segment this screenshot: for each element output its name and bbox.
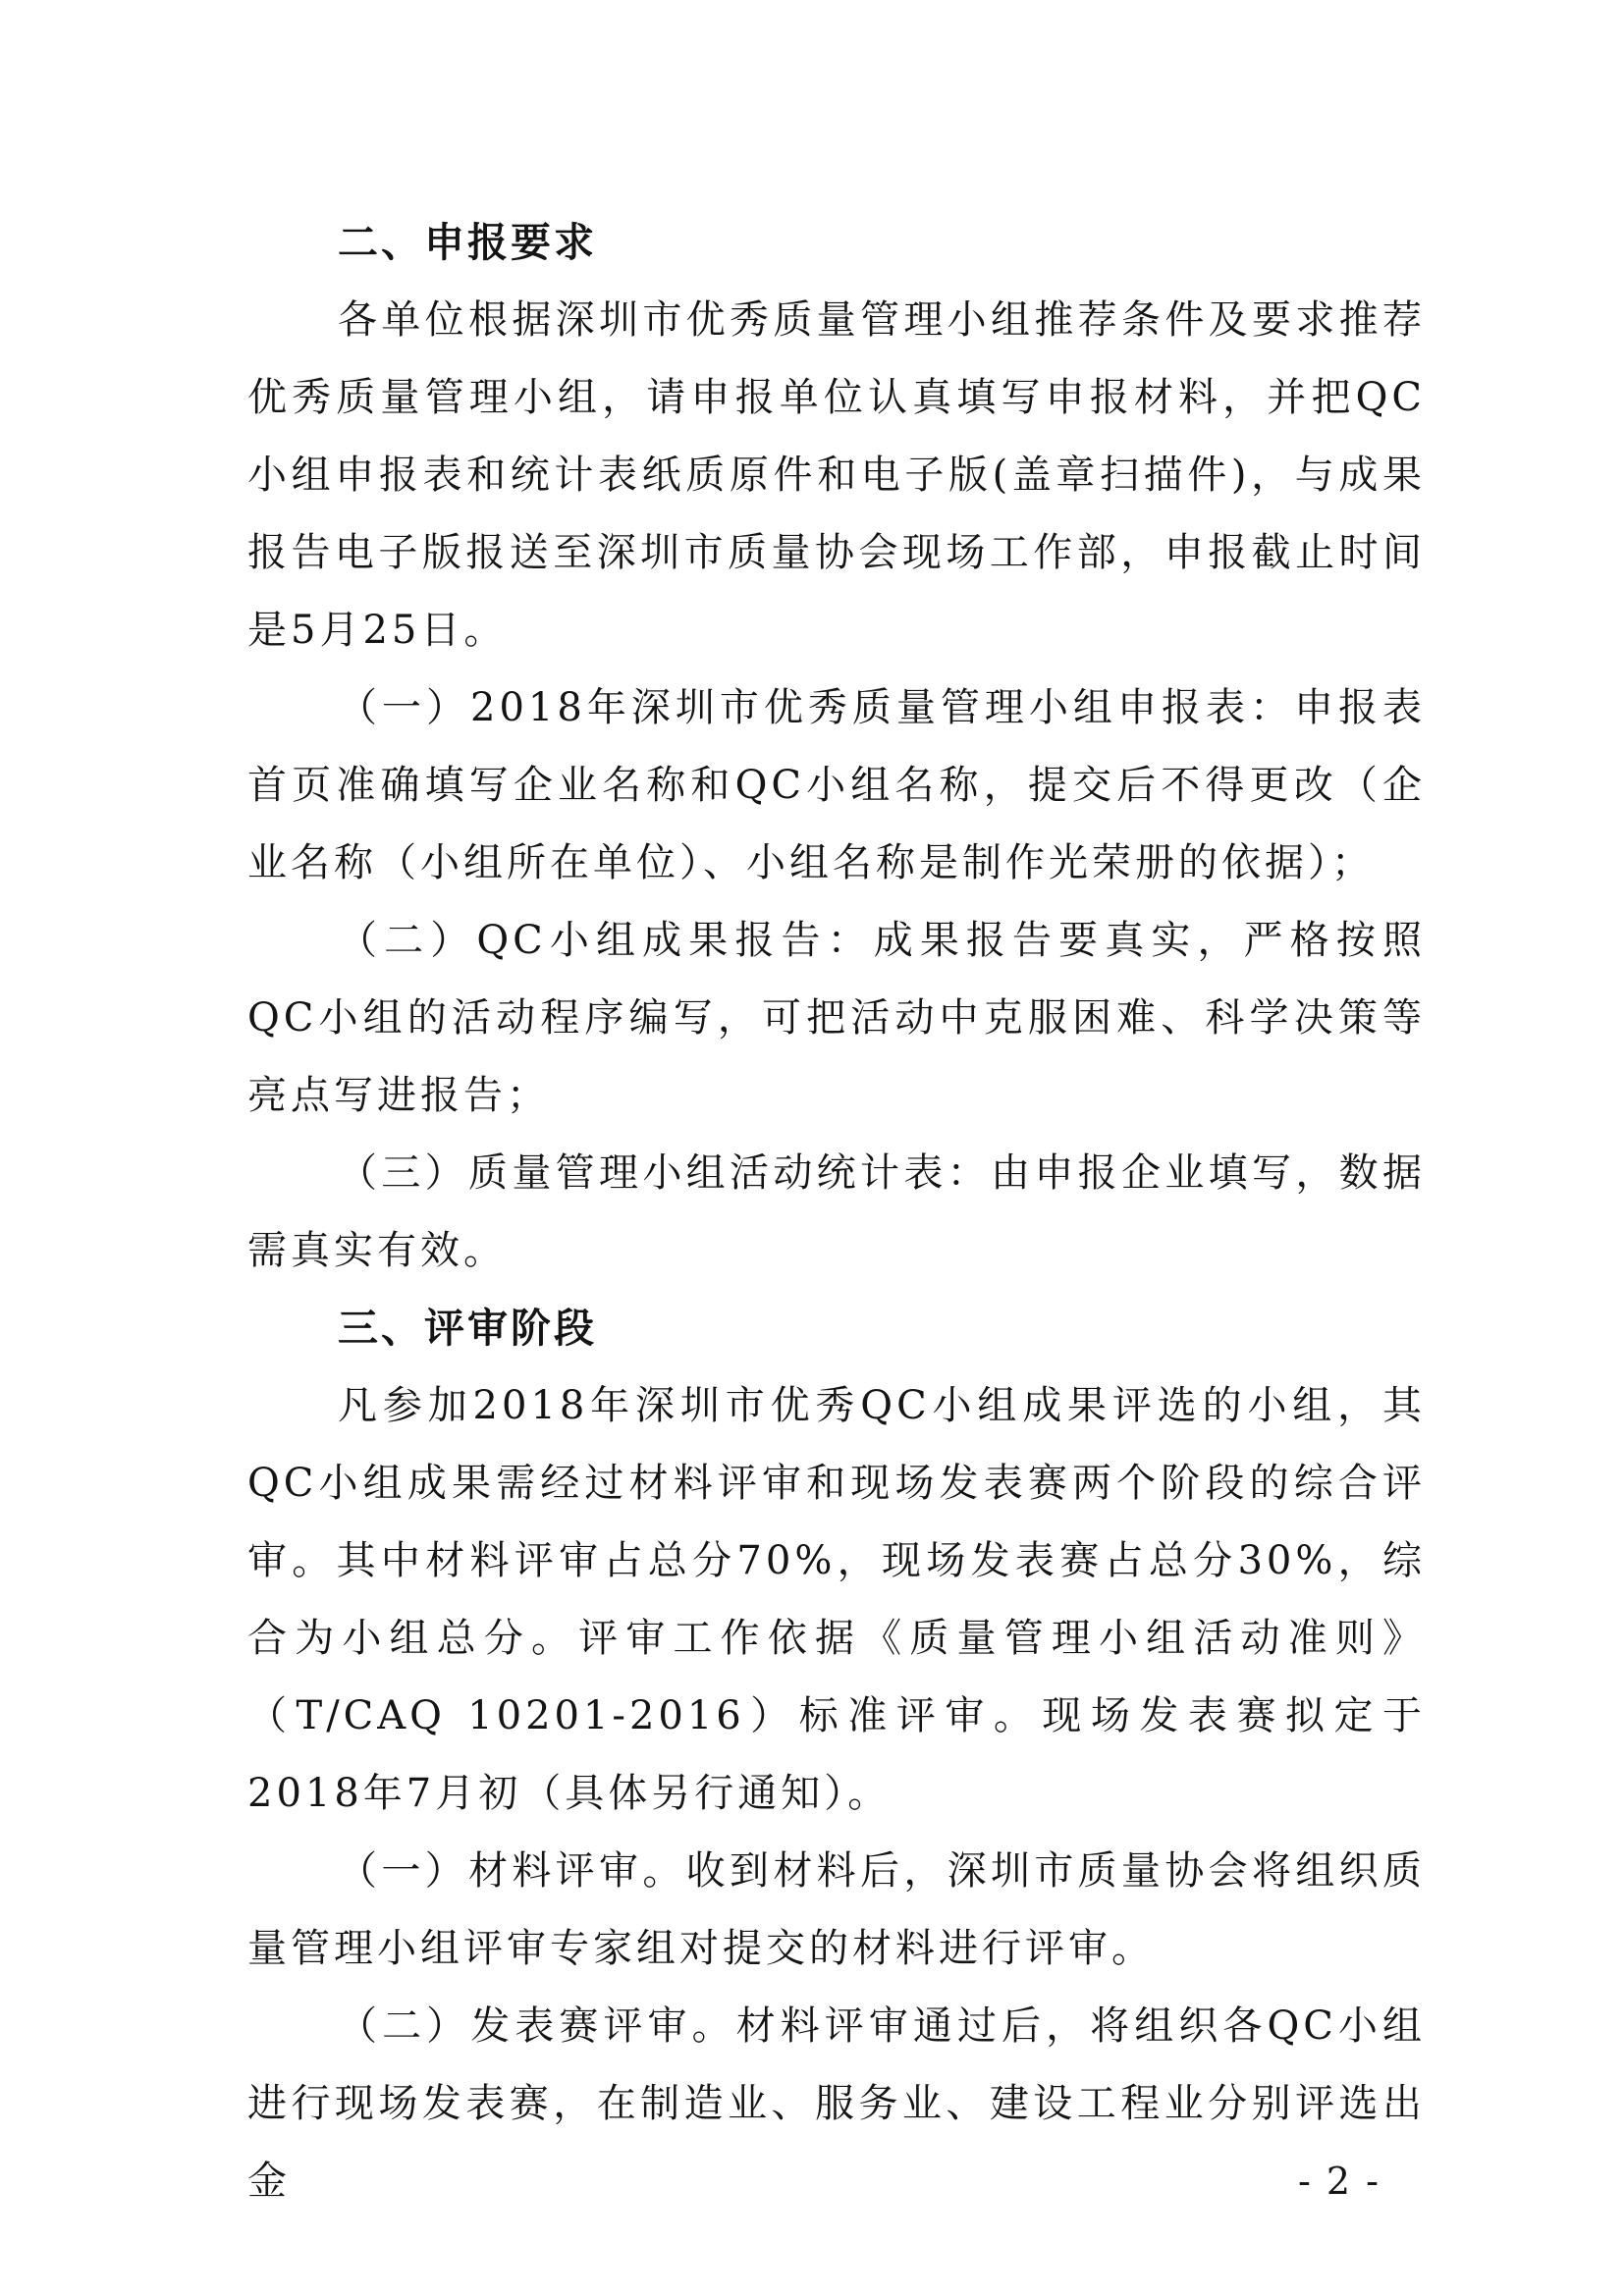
- paragraph-application-intro: 各单位根据深圳市优秀质量管理小组推荐条件及要求推荐优秀质量管理小组，请申报单位认真填写申报材料，并把QC小组申报表和统计表纸质原件和电子版(盖章扫描件)，与成果报告电子版报送至深圳市质量协会现场工作部，申报截止时间是5月25日。: [247, 297, 1426, 653]
- section-heading-review-stages: 三、评审阶段: [338, 1305, 597, 1352]
- paragraph-results-report: （二）QC小组成果报告：成果报告要真实，严格按照QC小组的活动程序编写，可把活动中克服困难、科学决策等亮点写进报告；: [247, 918, 1426, 1118]
- section-heading-application-requirements: 二、申报要求: [338, 219, 597, 266]
- paragraph-material-review: （一）材料评审。收到材料后，深圳市质量协会将组织质量管理小组评审专家组对提交的材料进行评审。: [247, 1848, 1426, 1971]
- document-body: [247, 204, 1426, 2220]
- paragraph-statistics-table: （三）质量管理小组活动统计表：由申报企业填写，数据需真实有效。: [247, 1150, 1426, 1273]
- paragraph-presentation-review: （二）发表赛评审。材料评审通过后，将组织各QC小组进行现场发表赛，在制造业、服务业、建设工程业分别评选出金: [247, 2003, 1426, 2204]
- paragraph-application-form: （一）2018年深圳市优秀质量管理小组申报表：申报表首页准确填写企业名称和QC小组名称，提交后不得更改（企业名称（小组所在单位）、小组名称是制作光荣册的依据）；: [247, 685, 1426, 885]
- page-number: - 2 -: [1298, 2160, 1381, 2203]
- paragraph-review-intro: 凡参加2018年深圳市优秀QC小组成果评选的小组，其QC小组成果需经过材料评审和现场发表赛两个阶段的综合评审。其中材料评审占总分70%，现场发表赛占总分30%，综合为小组总分。评审工作依据《质量管理小组活动准则》（T/CAQ 10201-2016）标准评审。现场发表赛拟定于2018年7月初（具体另行通知）。: [247, 1383, 1426, 1816]
